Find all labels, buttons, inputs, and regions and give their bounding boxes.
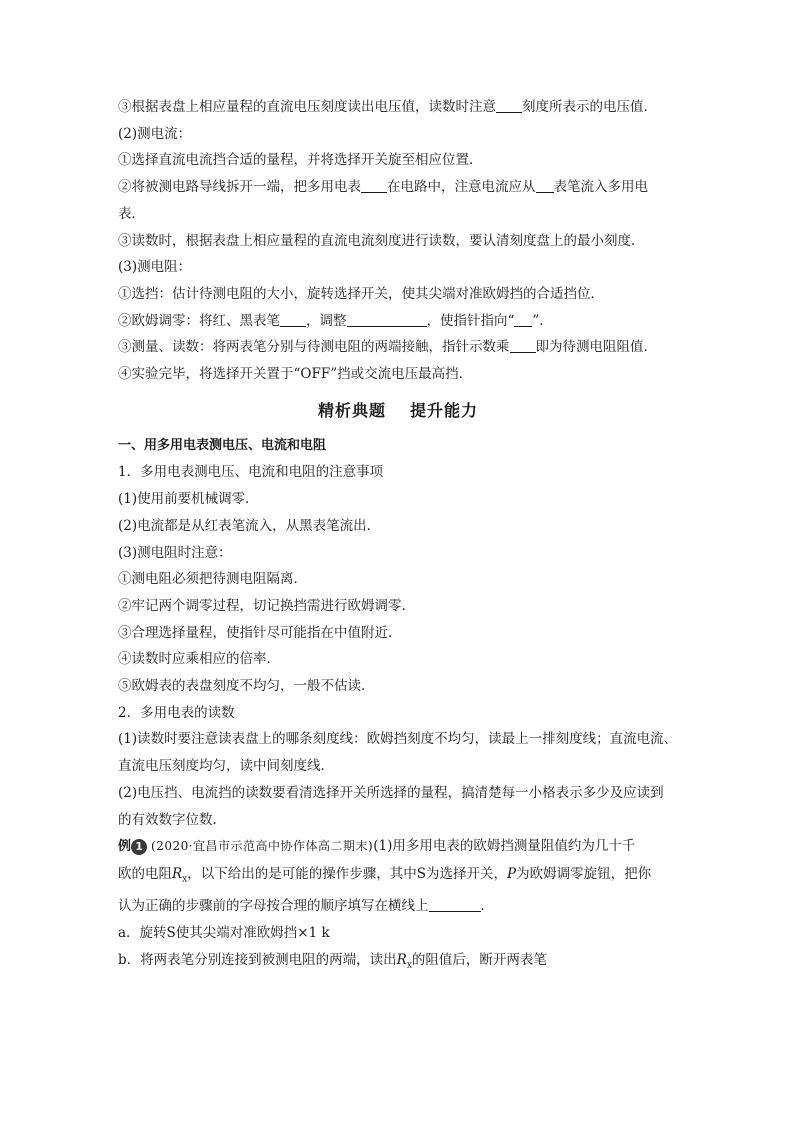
text-line: (2)电流都是从红表笔流入，从黑表笔流出． (118, 517, 381, 534)
text: ②将被测电路导线拆开一端，把多用电表 (118, 179, 361, 196)
text: ②欧姆调零：将红、黑表笔 (118, 312, 280, 329)
text: 即为待测电阻阻值． (535, 339, 657, 356)
text-line (118, 861, 678, 893)
example-label: 例 (118, 839, 132, 855)
fill-blank[interactable] (510, 338, 536, 353)
fill-blank[interactable] (280, 312, 306, 327)
text-line: ③读数时，根据表盘上相应量程的直流电流刻度进行读数，要认清刻度盘上的最小刻度． (118, 232, 645, 249)
text-line: ③合理选择量程，使指针尽可能指在中值附近． (118, 624, 402, 641)
text-line: (1)读数时要注意读表盘上的哪条刻度线：欧姆挡刻度不均匀，读最上一排刻度线；直流电流、 (118, 731, 678, 748)
text-line: (2)测电流： (118, 125, 192, 142)
fill-blank[interactable] (536, 178, 554, 193)
text-line: ④读数时应乘相应的倍率． (118, 651, 280, 668)
text: 欧的电阻 (118, 865, 172, 882)
fill-blank[interactable] (361, 178, 387, 193)
text: 认为正确的步骤前的字母按合理的顺序填写在横线上 (118, 898, 429, 915)
example-source: (2020·宜昌市示范高中协作体高二期末) (151, 839, 374, 854)
variable-r: R (172, 865, 183, 882)
text: 为欧姆调零旋钮，把你 (516, 865, 652, 882)
text-line: ①测电阻必须把待测电阻隔离． (118, 571, 307, 588)
text: ”． (532, 312, 553, 329)
text: ，以下给出的是可能的操作步骤，其中S为选择开关， (187, 865, 507, 882)
text: 在电路中，注意电流应从 (387, 179, 536, 196)
heading: 一、用多用电表测电压、电流和电阻 (118, 437, 327, 453)
text-line (118, 308, 678, 335)
example-line (118, 833, 678, 861)
text: b．将两表笔分别连接到被测电阻的两端，读出 (118, 951, 397, 968)
option-a: a．旋转S使其尖端对准欧姆挡×1 k (118, 925, 330, 942)
text-line: (1)使用前要机械调零． (118, 491, 259, 508)
text: 刻度所表示的电压值． (522, 99, 657, 115)
fill-blank[interactable] (514, 312, 532, 327)
text: ③根据表盘上相应量程的直流电压刻度读出电压值，读数时注意 (118, 99, 496, 115)
text: ，调整 (306, 312, 347, 329)
text: ，使指针指向“ (426, 312, 515, 329)
section-title-part: 提升能力 (410, 400, 479, 420)
text-line (118, 174, 678, 201)
text-line (118, 334, 678, 361)
subscript: x (182, 874, 188, 885)
text-line: (2)电压挡、电流挡的读数要看清选择开关所选择的量程，搞清楚每一小格表示多少及应读到 (118, 784, 664, 801)
text-line: ①选择直流电流挡合适的量程，并将选择开关旋至相应位置． (118, 152, 483, 169)
example-number-badge: 1 (131, 839, 147, 855)
text-line: ⑤欧姆表的表盘刻度不均匀，一般不估读． (118, 678, 375, 695)
text-line: (3)测电阻： (118, 259, 192, 276)
text-line: (3)测电阻时注意： (118, 544, 232, 561)
text-line: 直流电压刻度均匀，读中间刻度线． (118, 758, 334, 775)
section-title (118, 398, 678, 421)
subheading: 2．多用电表的读数 (118, 704, 235, 721)
text: 的阻值后，断开两表笔 (411, 951, 547, 968)
text: 表笔流入多用电 (553, 179, 648, 196)
text: ③测量、读数：将两表笔分别与待测电阻的两端接触，指针示数乘 (118, 339, 510, 356)
option-b (118, 947, 678, 979)
text: ． (480, 898, 494, 915)
text-line: 的有效数字位数． (118, 811, 226, 828)
text: (1)用多用电表的欧姆挡测量阻值约为几十千 (373, 838, 636, 855)
fill-blank[interactable] (347, 312, 427, 327)
subscript: x (406, 960, 412, 971)
fill-blank[interactable] (429, 897, 481, 912)
variable-p: P (507, 865, 517, 882)
text-line (118, 893, 678, 920)
page-content (118, 94, 678, 979)
subheading: 1．多用电表测电压、电流和电阻的注意事项 (118, 464, 384, 481)
fill-blank[interactable] (496, 98, 522, 113)
text-line: ④实验完毕，将选择开关置于“OFF”挡或交流电压最高挡． (118, 366, 473, 383)
text-line (118, 94, 678, 121)
text-line: 表． (118, 205, 145, 222)
section-title-part: 精析典题 (317, 400, 386, 420)
text-line: ①选挡：估计待测电阻的大小，旋转选择开关，使其尖端对准欧姆挡的合适挡位． (118, 285, 604, 302)
text-line: ②牢记两个调零过程，切记换挡需进行欧姆调零． (118, 597, 415, 614)
variable-r: R (396, 951, 407, 968)
